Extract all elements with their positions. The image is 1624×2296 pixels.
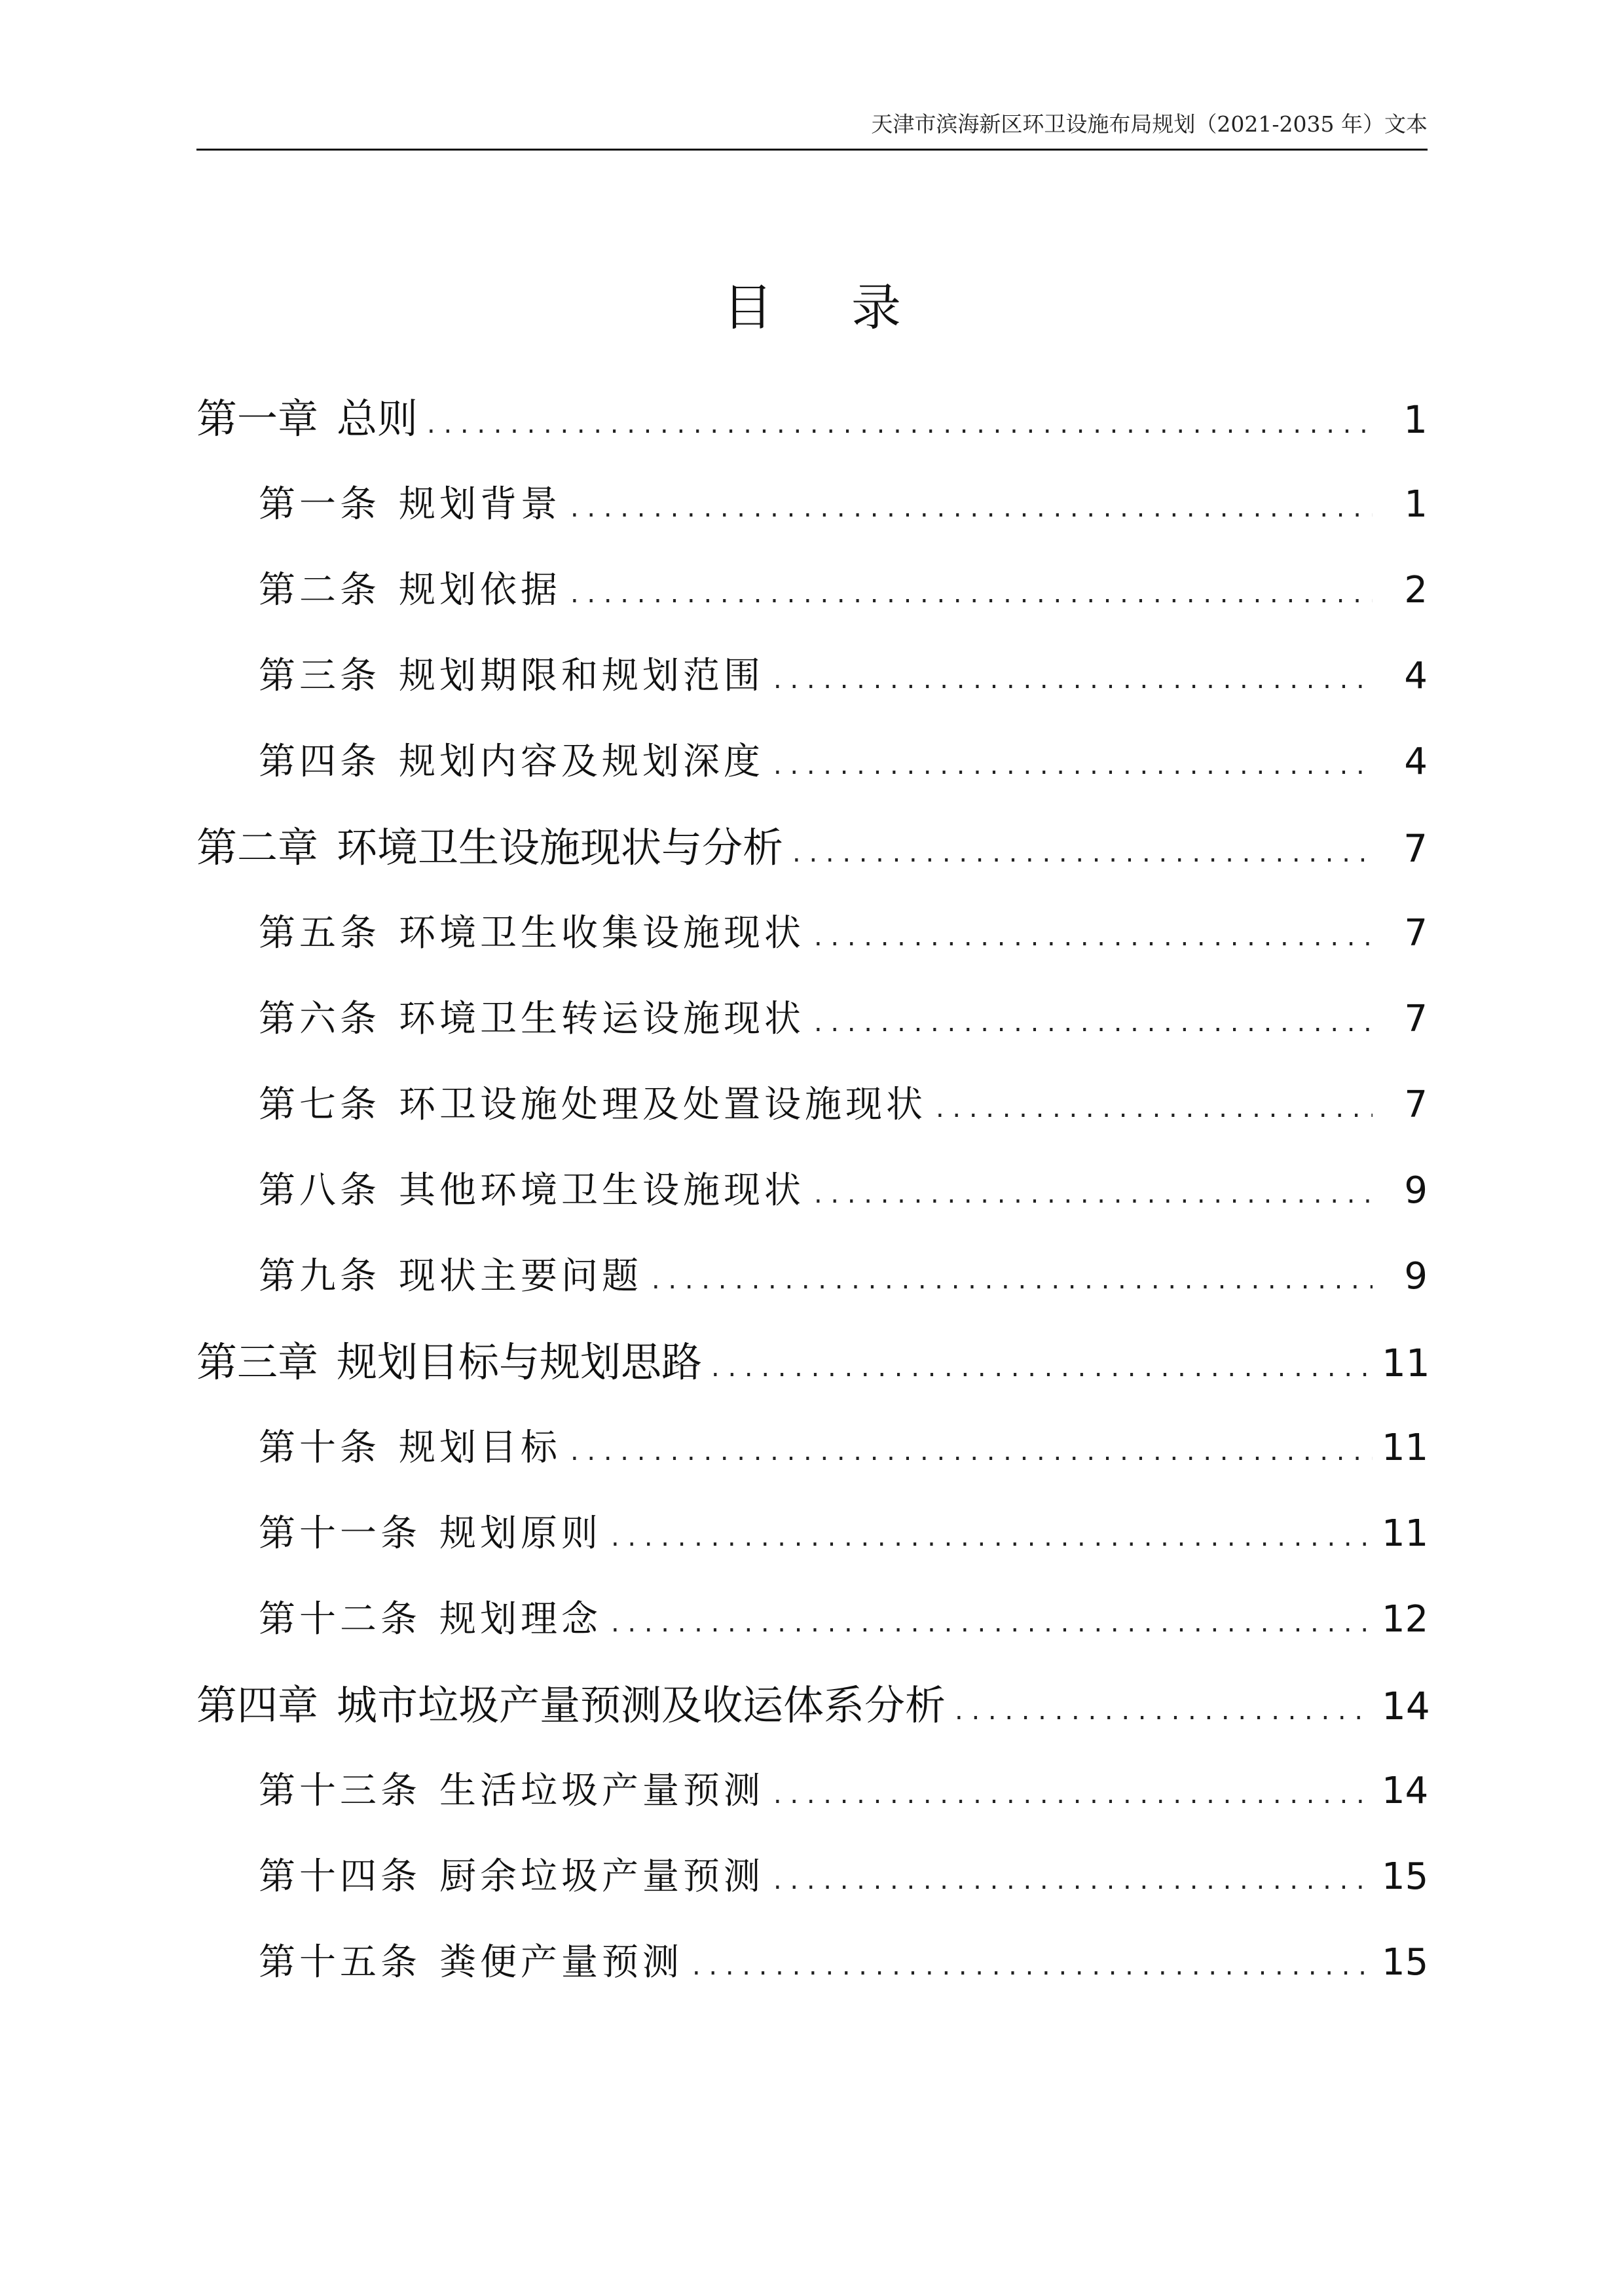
toc-entry-label — [259, 1412, 561, 1484]
toc-section-entry[interactable] — [196, 1155, 1428, 1241]
toc-dot-leader — [611, 1501, 1373, 1573]
toc-dot-leader — [570, 472, 1373, 544]
toc-entry-title: 粪便产量预测 — [439, 1941, 683, 1984]
toc-entry-title: 规划原则 — [439, 1512, 602, 1555]
toc-entry-title: 规划内容及规划深度 — [399, 740, 764, 783]
toc-page-number: 7 — [1404, 998, 1428, 1040]
toc-entry-label — [259, 1241, 642, 1313]
toc-dot-leader — [955, 1675, 1373, 1747]
toc-entry-label — [259, 469, 561, 541]
toc-chapter-entry[interactable] — [196, 1326, 1428, 1412]
toc-entry-number: 第十条 — [259, 1427, 380, 1469]
toc-entry-title: 生活垃圾产量预测 — [439, 1770, 764, 1812]
toc-entry-label — [259, 726, 764, 798]
toc-entry-label — [196, 1326, 702, 1398]
toc-section-entry[interactable] — [196, 1927, 1428, 2013]
toc-entry-title: 环境卫生转运设施现状 — [399, 998, 805, 1040]
toc-entry-number: 第十五条 — [259, 1941, 421, 1984]
toc-entry-number: 第四章 — [196, 1681, 319, 1729]
toc-dot-leader — [570, 558, 1373, 630]
toc-page-number: 15 — [1382, 1941, 1429, 1984]
toc-dot-leader — [611, 1587, 1373, 1659]
toc-entry-title: 规划依据 — [399, 569, 561, 611]
running-header-title: 天津市滨海新区环卫设施布局规划（2021-2035 年）文本 — [871, 111, 1428, 137]
toc-entry-label — [196, 383, 418, 455]
toc-entry-title: 环境卫生收集设施现状 — [399, 912, 805, 955]
toc-page-number: 11 — [1382, 1512, 1429, 1555]
toc-page-number: 2 — [1404, 569, 1428, 611]
toc-section-entry[interactable] — [196, 726, 1428, 812]
toc-section-entry[interactable] — [196, 1755, 1428, 1841]
toc-dot-leader — [773, 729, 1373, 801]
toc-entry-label — [259, 555, 561, 627]
toc-dot-leader — [773, 1844, 1373, 1916]
toc-entry-number: 第七条 — [259, 1084, 380, 1126]
toc-page-number: 7 — [1404, 912, 1428, 955]
toc-section-entry[interactable] — [196, 1841, 1428, 1927]
toc-dot-leader — [570, 1415, 1373, 1487]
toc-dot-leader — [773, 1758, 1373, 1831]
toc-entry-title: 规划目标 — [399, 1427, 561, 1469]
toc-page-number: 4 — [1404, 740, 1428, 783]
toc-section-entry[interactable] — [196, 1498, 1428, 1584]
toc-entry-number: 第三条 — [259, 655, 380, 697]
toc-entry-label — [259, 640, 764, 712]
toc-chapter-entry[interactable] — [196, 1669, 1428, 1755]
toc-entry-number: 第二条 — [259, 569, 380, 611]
toc-page-number: 15 — [1382, 1855, 1429, 1898]
toc-entry-label — [259, 1755, 764, 1827]
toc-page-number: 14 — [1382, 1684, 1430, 1728]
toc-entry-label — [259, 1498, 602, 1570]
table-of-contents — [196, 383, 1428, 2013]
toc-dot-leader — [814, 901, 1373, 973]
toc-dot-leader — [427, 388, 1373, 460]
toc-section-entry[interactable] — [196, 1069, 1428, 1155]
toc-entry-title: 规划理念 — [439, 1598, 602, 1641]
toc-entry-label — [196, 812, 783, 884]
toc-entry-number: 第一章 — [196, 395, 319, 443]
toc-entry-label — [259, 1841, 764, 1913]
toc-page-number: 11 — [1382, 1341, 1430, 1385]
toc-entry-title: 总则 — [337, 395, 418, 443]
toc-entry-number: 第十一条 — [259, 1512, 421, 1555]
toc-entry-title: 厨余垃圾产量预测 — [439, 1855, 764, 1898]
toc-dot-leader — [936, 1072, 1373, 1144]
toc-page-number: 12 — [1382, 1598, 1429, 1641]
toc-entry-number: 第十四条 — [259, 1855, 421, 1898]
toc-section-entry[interactable] — [196, 1412, 1428, 1498]
toc-entry-title: 规划期限和规划范围 — [399, 655, 764, 697]
toc-dot-leader — [692, 1930, 1373, 2002]
toc-entry-title: 规划目标与规划思路 — [337, 1338, 703, 1386]
toc-entry-number: 第二章 — [196, 824, 319, 871]
page-title — [0, 272, 1624, 344]
toc-section-entry[interactable] — [196, 555, 1428, 640]
toc-entry-label — [259, 1155, 805, 1227]
toc-entry-number: 第三章 — [196, 1338, 319, 1386]
toc-entry-number: 第四条 — [259, 740, 380, 783]
toc-chapter-entry[interactable] — [196, 383, 1428, 469]
toc-entry-title: 其他环境卫生设施现状 — [399, 1169, 805, 1212]
toc-section-entry[interactable] — [196, 898, 1428, 983]
toc-page-number: 9 — [1404, 1169, 1428, 1212]
toc-dot-leader — [814, 1158, 1373, 1230]
toc-section-entry[interactable] — [196, 983, 1428, 1069]
toc-entry-number: 第十三条 — [259, 1770, 421, 1812]
toc-page-number: 14 — [1382, 1770, 1429, 1812]
toc-page-number: 1 — [1403, 397, 1428, 442]
page-title-char-1: 目 — [723, 278, 773, 337]
toc-page-number: 11 — [1382, 1427, 1429, 1469]
toc-entry-label — [259, 1069, 927, 1141]
toc-entry-title: 环境卫生设施现状与分析 — [337, 824, 784, 871]
toc-entry-title: 规划背景 — [399, 483, 561, 526]
toc-entry-title: 城市垃圾产量预测及收运体系分析 — [337, 1681, 946, 1729]
toc-entry-label — [259, 1927, 683, 1999]
toc-page-number: 4 — [1404, 655, 1428, 697]
toc-entry-number: 第九条 — [259, 1255, 380, 1298]
toc-section-entry[interactable] — [196, 1241, 1428, 1326]
toc-entry-label — [259, 983, 805, 1055]
toc-section-entry[interactable] — [196, 469, 1428, 555]
toc-entry-number: 第六条 — [259, 998, 380, 1040]
page-title-char-2: 录 — [851, 278, 901, 337]
toc-page-number: 9 — [1404, 1255, 1428, 1298]
toc-section-entry[interactable] — [196, 640, 1428, 726]
toc-dot-leader — [652, 1244, 1373, 1316]
toc-chapter-entry[interactable] — [196, 812, 1428, 898]
toc-entry-number: 第五条 — [259, 912, 380, 955]
toc-entry-number: 第八条 — [259, 1169, 380, 1212]
toc-entry-title: 环卫设施处理及处置设施现状 — [399, 1084, 927, 1126]
toc-entry-title: 现状主要问题 — [399, 1255, 642, 1298]
toc-page-number: 1 — [1404, 483, 1428, 526]
toc-entry-number: 第十二条 — [259, 1598, 421, 1641]
toc-dot-leader — [792, 817, 1373, 889]
toc-entry-label — [259, 1584, 602, 1656]
toc-section-entry[interactable] — [196, 1584, 1428, 1669]
toc-entry-label — [196, 1669, 946, 1741]
toc-dot-leader — [814, 987, 1373, 1059]
toc-page-number: 7 — [1403, 826, 1428, 871]
toc-dot-leader — [711, 1332, 1373, 1404]
toc-dot-leader — [773, 644, 1373, 716]
toc-page-number: 7 — [1404, 1084, 1428, 1126]
toc-entry-label — [259, 898, 805, 970]
running-header — [196, 108, 1428, 151]
toc-entry-number: 第一条 — [259, 483, 380, 526]
